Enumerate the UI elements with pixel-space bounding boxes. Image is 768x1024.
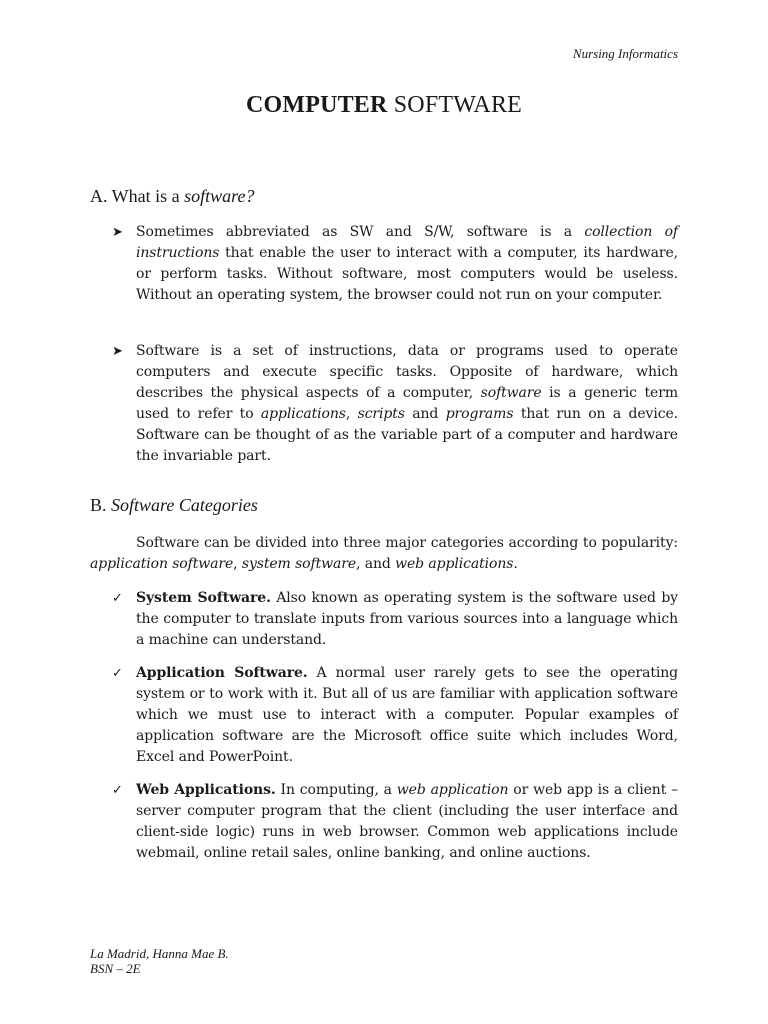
- bullet-1-text-a: Sometimes abbreviated as SW and S/W, software is a: [136, 224, 585, 240]
- section-a-heading-italic: software?: [184, 186, 255, 206]
- intro-italic-application-software: application software: [90, 556, 234, 572]
- intro-italic-system-software: system software: [241, 556, 357, 572]
- bullet-2-text-e: that run on a device. Software can be thought of as the variable part of a computer and hardware the invariable part.: [136, 406, 678, 464]
- category-text-b: or web app is a client – server computer program that the client (including the user interface and client-side logic) runs in web browser. Common web applications include webmail, online retail sales, online banking, and online auctions.: [136, 782, 678, 861]
- bullet-2-italic-applications: applications: [260, 406, 346, 422]
- page-title: [0, 92, 768, 119]
- category-term: System Software.: [136, 590, 271, 606]
- author-section: BSN – 2E: [90, 961, 141, 976]
- running-header: Nursing Informatics: [572, 46, 678, 61]
- title-regular: SOFTWARE: [387, 92, 523, 118]
- category-system-software: [112, 588, 678, 651]
- section-a-heading-prefix: A. What is a: [90, 186, 185, 206]
- intro-italic-web-applications: web applications: [395, 556, 514, 572]
- category-italic-web-application: web application: [396, 782, 509, 798]
- author-name: La Madrid, Hanna Mae B.: [90, 946, 229, 961]
- section-a-bullet-1: [112, 222, 678, 306]
- check-icon: ✓: [112, 591, 123, 606]
- bullet-1-italic: collection of instructions: [136, 224, 678, 261]
- category-term: Web Applications.: [136, 782, 276, 798]
- category-text: Also known as operating system is the software used by the computer to translate inputs from various sources into a language which a machine can understand.: [136, 590, 678, 648]
- category-application-software: [112, 663, 679, 768]
- bullet-2-italic-software: software: [480, 385, 542, 401]
- category-web-applications: [112, 780, 678, 864]
- bullet-2-italic-programs: programs: [445, 406, 514, 422]
- section-b-intro: [90, 533, 678, 575]
- arrow-bullet-icon: ➤: [112, 344, 123, 359]
- bullet-2-italic-scripts: scripts: [357, 406, 405, 422]
- intro-text-d: .: [513, 556, 518, 572]
- arrow-bullet-icon: ➤: [112, 225, 123, 240]
- bullet-2-text-b: is a generic term used to refer to: [136, 385, 678, 422]
- bullet-2-text-a: Software is a set of instructions, data or programs used to operate computers and execute specific tasks. Opposite of hardware, which describes the physical aspects of a computer,: [136, 343, 678, 401]
- intro-text-b: ,: [233, 556, 242, 572]
- category-text-a: In computing, a: [275, 782, 397, 798]
- category-text: A normal user rarely gets to see the operating system or to work with it. But all of us are familiar with application software which we must use to interact with a computer. Popular examples of application software are the Microsoft office suite which includes Word, Excel and PowerPoint.: [136, 665, 679, 765]
- check-icon: ✓: [112, 783, 123, 798]
- category-term: Application Software.: [136, 665, 308, 681]
- intro-text-c: , and: [356, 556, 396, 572]
- check-icon: ✓: [112, 666, 123, 681]
- bullet-2-text-c: ,: [345, 406, 358, 422]
- bullet-2-text-d: and: [404, 406, 446, 422]
- section-b-heading: [90, 495, 258, 516]
- section-b-heading-prefix: B.: [90, 495, 112, 515]
- intro-text-a: Software can be divided into three major categories according to popularity:: [136, 535, 678, 551]
- section-a-bullet-2: [112, 341, 678, 467]
- page-footer: [90, 946, 229, 976]
- section-a-heading: [90, 186, 255, 207]
- section-b-heading-italic: Software Categories: [111, 495, 258, 515]
- title-bold: COMPUTER: [245, 92, 388, 118]
- bullet-1-text-b: that enable the user to interact with a computer, its hardware, or perform tasks. Without software, most computers would be useless. Without an operating system, the browser could not run on your computer.: [136, 245, 678, 303]
